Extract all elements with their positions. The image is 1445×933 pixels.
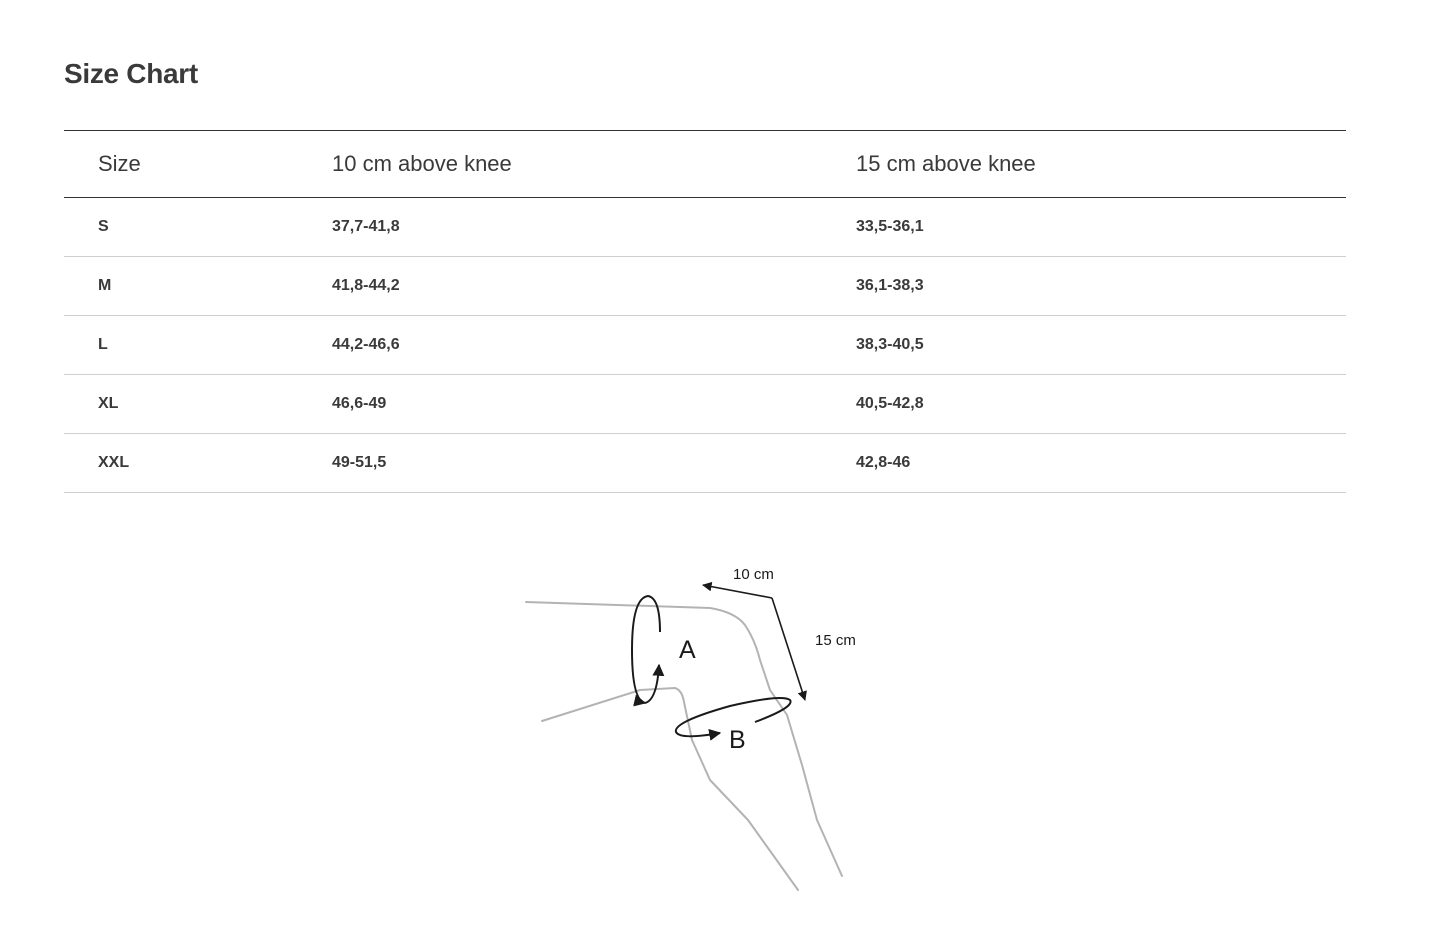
cell-15cm: 36,1-38,3: [856, 257, 1346, 316]
size-chart-table: [64, 130, 1346, 493]
table-header-row: [64, 131, 1346, 198]
table-row: [64, 434, 1346, 493]
table-row: [64, 257, 1346, 316]
leg-lower-outline: [542, 688, 798, 890]
measurement-ring-b: [676, 698, 791, 736]
label-15cm: 15 cm: [815, 632, 856, 649]
header-15cm-above-knee: 15 cm above knee: [856, 151, 1036, 176]
ring-b-outer-arc: [676, 698, 791, 736]
table-row: [64, 375, 1346, 434]
ring-a-lower-arc: [645, 665, 659, 703]
cell-15cm: 42,8-46: [856, 434, 1346, 493]
leg-outline: [526, 602, 842, 890]
label-b: B: [729, 726, 746, 754]
cell-size: XL: [64, 375, 332, 434]
cell-10cm: 49-51,5: [332, 434, 856, 493]
table-row: [64, 198, 1346, 257]
cell-size: S: [64, 198, 332, 257]
cell-10cm: 41,8-44,2: [332, 257, 856, 316]
cell-15cm: 38,3-40,5: [856, 316, 1346, 375]
page-title: Size Chart: [64, 58, 198, 89]
cell-size: L: [64, 316, 332, 375]
cell-15cm: 33,5-36,1: [856, 198, 1346, 257]
label-10cm: 10 cm: [733, 566, 774, 583]
cell-15cm: 40,5-42,8: [856, 375, 1346, 434]
leg-upper-outline: [526, 602, 842, 876]
table-row: [64, 316, 1346, 375]
ring-a-upper-arc: [632, 596, 660, 703]
header-size: Size: [98, 151, 141, 176]
measure-line-10cm: [703, 585, 772, 598]
cell-10cm: 44,2-46,6: [332, 316, 856, 375]
cell-10cm: 46,6-49: [332, 375, 856, 434]
measurement-ring-a: [632, 596, 660, 703]
cell-size: M: [64, 257, 332, 316]
cell-size: XXL: [64, 434, 332, 493]
label-a: A: [679, 636, 696, 664]
header-10cm-above-knee: 10 cm above knee: [332, 151, 512, 176]
cell-10cm: 37,7-41,8: [332, 198, 856, 257]
measure-line-15cm: [772, 598, 805, 700]
